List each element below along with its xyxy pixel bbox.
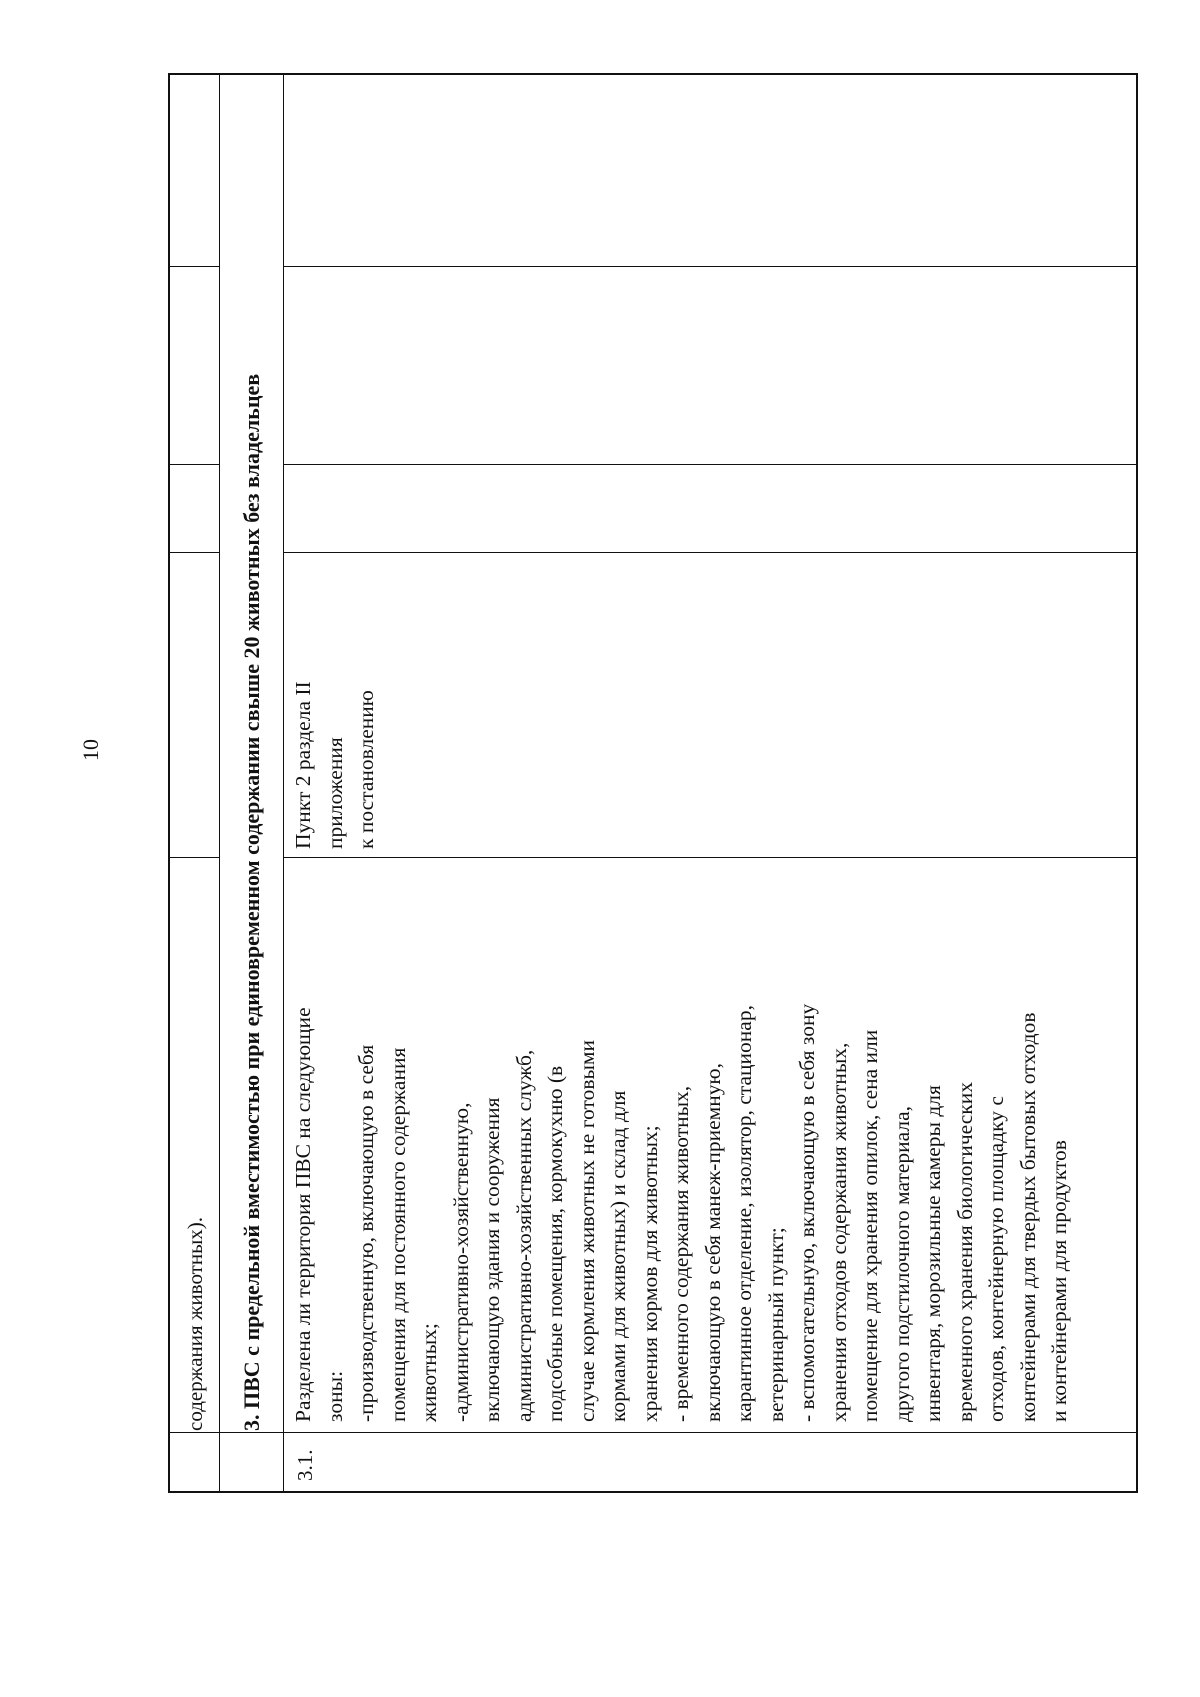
checklist-table — [168, 73, 1138, 1493]
previous-row-text: содержания животных). — [183, 1217, 207, 1431]
requirement-text: Разделена ли территория ПВС на следующие зоны: -производственную, включающую в себя помещения для постоянного содержания животных; -административно-хозяйственную, включающую здания и сооружения административно-хозяйственных служб, подсобные помещения, кормокухню (в случае кормления животных не готовыми кормами для животных) и склад для хранения кормов для животных; - временного содержания животных, включающую в себя манеж-приемную, карантинное отделение, изолятор, стационар, ветеринарный пункт; - вспомогательную, включающую в себя зону хранения отходов содержания животных, помещение для хранения опилок, сена или другого подстилочного материала, инвентаря, морозильные камеры для временного хранения биологических отходов, контейнерную площадку с контейнерами для твердых бытовых отходов и контейнерами для продуктов — [291, 1003, 1071, 1422]
answer-yes-cell — [284, 465, 1136, 553]
column-divider — [220, 1432, 283, 1433]
answer-no-cell — [284, 267, 1136, 465]
section-title: 3. ПВС с предельной вместимостью при единовременном содержании свыше 20 животных без владельцев — [239, 373, 264, 1431]
requirement-cell — [284, 858, 1136, 1433]
column-divider — [170, 857, 219, 858]
column-divider — [170, 464, 219, 465]
row-number-cell — [284, 1433, 1136, 1491]
reference-cell — [284, 553, 1136, 858]
section-header-row — [220, 75, 284, 1491]
table-row — [284, 75, 1136, 1491]
table-row-previous — [170, 75, 220, 1491]
reference-text: Пункт 2 раздела II приложения к постановлению — [291, 681, 378, 849]
row-number: 3.1. — [293, 1449, 317, 1481]
page-number: 10 — [78, 739, 103, 761]
notes-cell — [284, 75, 1136, 267]
column-divider — [170, 552, 219, 553]
column-divider — [170, 266, 219, 267]
column-divider — [170, 1432, 219, 1433]
